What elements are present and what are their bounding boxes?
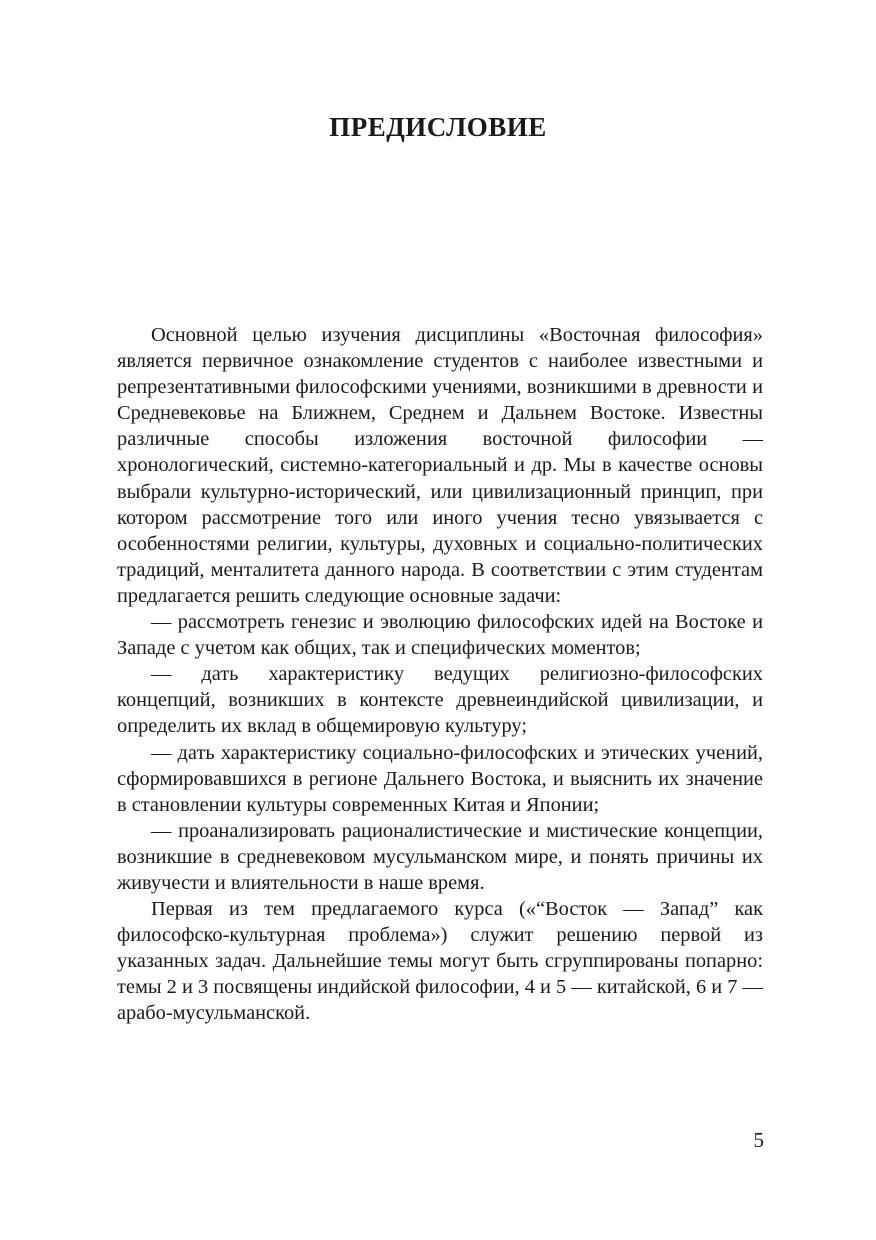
paragraph-task-3: — дать характеристику социально-философских и этических учений, сформировавшихся в регионе Дальнего Востока, и выяснить их значение в становлении культуры современных Китая и Японии; bbox=[117, 741, 763, 816]
paragraph-intro: Основной целью изучения дисциплины «Восточная философия» является первичное ознакомление студентов с наиболее известными и репрезентативными философскими учениями, возникшими в древности и Средневековье на Ближнем, Среднем и Дальнем Востоке. Известны различные способы изложения восточной философии — хронологический, системно-категориальный и др. Мы в качестве основы выбрали культурно-исторический, или цивилизационный принцип, при котором рассмотрение того или иного учения тесно увязывается с особенностями религии, культуры, духовных и социально-политических традиций, менталитета данного народа. В соответствии с этим студентам предлагается решить следующие основные задачи: bbox=[117, 324, 763, 607]
paragraph-task-4: — проанализировать рационалистические и мистические концепции, возникшие в средневековом мусульманском мире, и понять причины их живучести и влиятельности в наше время. bbox=[117, 819, 763, 894]
paragraph-task-1: — рассмотреть генезис и эволюцию философских идей на Востоке и Западе с учетом как общих, так и специфических моментов; bbox=[117, 611, 763, 660]
preface-body bbox=[117, 322, 763, 1027]
paragraph-course-structure: Первая из тем предлагаемого курса («“Восток — Запад” как философско-культурная проблема») служит решению первой из указанных задач. Дальнейшие темы могут быть сгруппированы попарно: темы 2 и 3 посвящены индийской философии, 4 и 5 — китайской, 6 и 7 — арабо-мусульманской. bbox=[117, 898, 763, 1025]
page-number: 5 bbox=[753, 1128, 764, 1152]
page-title: ПРЕДИСЛОВИЕ bbox=[329, 112, 547, 142]
paragraph-task-2: — дать характеристику ведущих религиозно-философских концепций, возникших в контексте древнеиндийской цивилизации, и определить их вклад в общемировую культуру; bbox=[117, 663, 763, 738]
